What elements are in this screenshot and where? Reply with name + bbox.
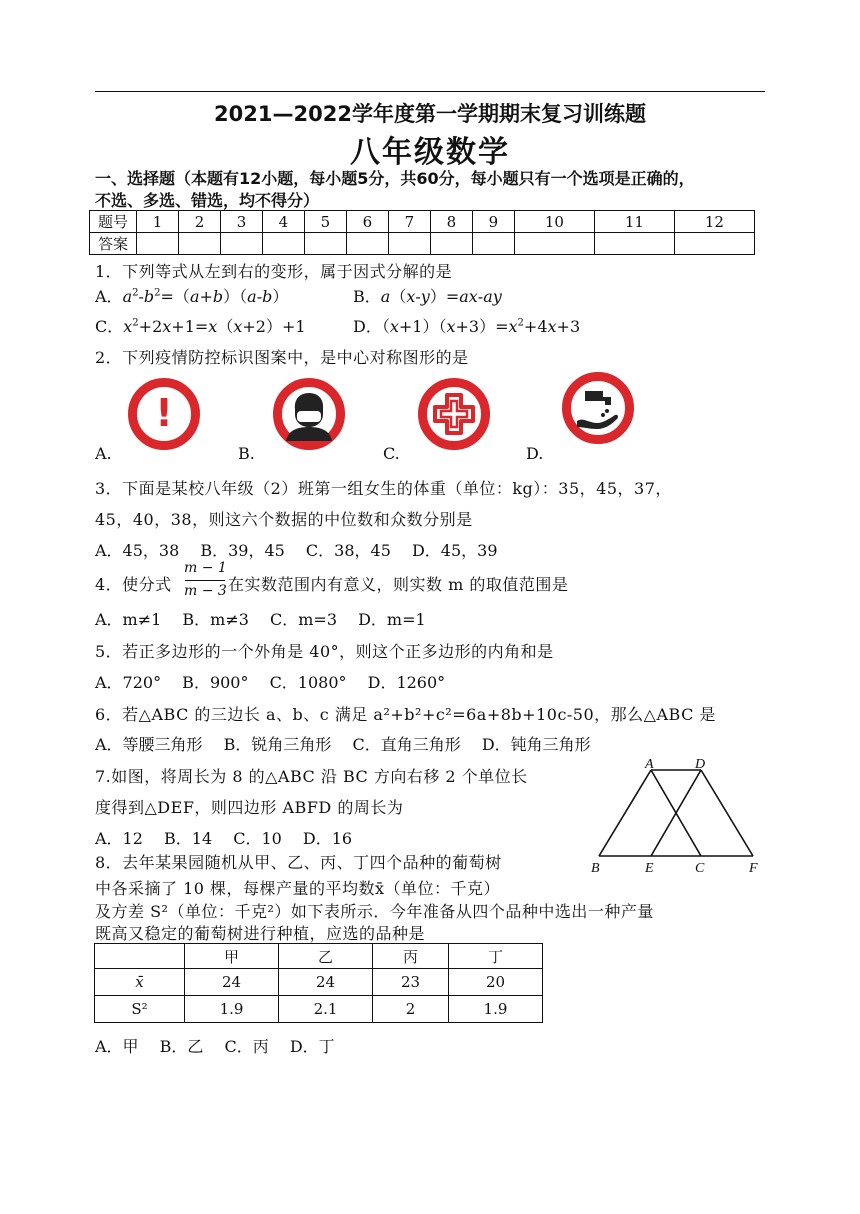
fraction-denominator: m − 3: [184, 583, 227, 599]
exam-title: 2021—2022学年度第一学期期末复习训练题: [214, 102, 646, 126]
question-8-options: A．甲 B．乙 C．丙 D．丁: [95, 1037, 335, 1056]
medical-cross-sign-icon: [418, 378, 490, 450]
answer-cell[interactable]: [430, 233, 472, 255]
question-1-option-b: B．a（x-y）=ax-ay: [353, 287, 502, 306]
question-1-option-d: D．$(x+1)(x+3)=x^2+4x+3$: [353, 317, 581, 336]
question-6-options: A．等腰三角形 B．锐角三角形 C．直角三角形 D．钝角三角形: [95, 735, 591, 754]
answer-cell[interactable]: [594, 233, 674, 255]
masked-person-sign-icon: [273, 378, 345, 450]
vertex-label-c: C: [695, 861, 705, 876]
question-2-stem: 2．下列疫情防控标识图案中，是中心对称图形的是: [95, 348, 469, 367]
table-cell: 乙: [279, 944, 373, 969]
table-cell: x̄: [95, 969, 185, 996]
question-3-line1: 3．下面是某校八年级（2）班第一组女生的体重（单位：kg）：35，45，37，: [95, 479, 672, 498]
answer-table-answer-row: [90, 233, 755, 255]
option-label: B．: [353, 287, 381, 306]
variance-table-mean-row: [95, 969, 543, 996]
answer-cell[interactable]: [178, 233, 220, 255]
variance-table: [94, 943, 543, 1023]
table-cell: 题号: [90, 211, 137, 233]
question-5-options: A．720° B．900° C．1080° D．1260°: [95, 673, 446, 692]
answer-table-number-row: [90, 211, 755, 233]
header-rule: [95, 91, 765, 92]
table-cell: 2.1: [279, 996, 373, 1023]
answer-cell[interactable]: [514, 233, 594, 255]
option-label: D．: [353, 317, 382, 336]
question-2-label-b: B.: [238, 444, 255, 463]
question-3-options: A．45，38 B．39，45 C．38，45 D．45，39: [95, 541, 498, 560]
question-2-label-a: A.: [95, 444, 112, 463]
question-4-options: A．m≠1 B．m≠3 C．m=3 D．m=1: [95, 610, 426, 629]
table-cell: 答案: [90, 233, 137, 255]
table-cell: 7: [388, 211, 430, 233]
answer-cell[interactable]: [220, 233, 262, 255]
section-heading-line2: 不选、多选、错选，均不得分）: [95, 191, 320, 210]
question-2-label-c: C.: [383, 444, 400, 463]
table-cell: 12: [674, 211, 754, 233]
answer-cell[interactable]: [388, 233, 430, 255]
table-cell: 9: [472, 211, 514, 233]
table-cell: 1.9: [448, 996, 542, 1023]
table-cell: 10: [514, 211, 594, 233]
question-7-options: A．12 B．14 C．10 D．16: [95, 829, 353, 848]
table-cell: 24: [279, 969, 373, 996]
table-cell: [95, 944, 185, 969]
table-cell: 3: [220, 211, 262, 233]
section-heading-line1: 一、选择题（本题有12小题，每小题5分，共60分，每小题只有一个选项是正确的，: [95, 169, 695, 188]
table-cell: 2: [373, 996, 449, 1023]
table-cell: 丁: [448, 944, 542, 969]
answer-cell[interactable]: [262, 233, 304, 255]
question-4-suffix: 在实数范围内有意义，则实数 m 的取值范围是: [228, 575, 569, 594]
translation-figure: [585, 758, 765, 878]
table-cell: 23: [373, 969, 449, 996]
option-label: C．: [95, 317, 124, 336]
table-cell: 6: [346, 211, 388, 233]
table-cell: 11: [594, 211, 674, 233]
question-1-stem: 1．下列等式从左到右的变形，属于因式分解的是: [95, 262, 453, 281]
vertex-label-a: A: [645, 758, 654, 772]
question-7-line1: 7.如图，将周长为 8 的△ABC 沿 BC 方向右移 2 个单位长: [95, 767, 528, 786]
answer-cell[interactable]: [346, 233, 388, 255]
exclamation-sign-icon: [128, 378, 200, 450]
answer-cell[interactable]: [304, 233, 346, 255]
question-5-stem: 5．若正多边形的一个外角是 40°，则这个正多边形的内角和是: [95, 642, 554, 661]
table-cell: 甲: [185, 944, 279, 969]
fraction-bar: [185, 580, 225, 581]
table-cell: 4: [262, 211, 304, 233]
subject-title: 八年级数学: [350, 135, 510, 170]
question-6-stem: 6．若△ABC 的三边长 a、b、c 满足 a²+b²+c²=6a+8b+10c-50，那么△ABC 是: [95, 705, 716, 724]
table-cell: 1: [137, 211, 179, 233]
table-cell: 5: [304, 211, 346, 233]
question-3-line2: 45，40，38，则这六个数据的中位数和众数分别是: [95, 510, 473, 529]
table-cell: 24: [185, 969, 279, 996]
table-cell: 1.9: [185, 996, 279, 1023]
vertex-label-d: D: [695, 758, 706, 772]
question-8-line1: 8．去年某果园随机从甲、乙、丙、丁四个品种的葡萄树: [95, 853, 502, 872]
question-4-prefix: 4．使分式: [95, 575, 172, 594]
question-1-option-c: C．$x^2+2x+1=x(x+2)+1$: [95, 317, 306, 336]
vertex-label-b: B: [591, 861, 600, 876]
question-2-label-d: D.: [526, 444, 544, 463]
exclamation-mark: !: [155, 391, 173, 435]
table-cell: S²: [95, 996, 185, 1023]
question-8-line2: 中各采摘了 10 棵，每棵产量的平均数x̄（单位：千克）: [95, 879, 501, 898]
answer-table: [89, 210, 755, 255]
question-8-line3: 及方差 S²（单位：千克²）如下表所示．今年准备从四个品种中选出一种产量: [95, 902, 654, 921]
answer-cell[interactable]: [472, 233, 514, 255]
variance-table-header-row: [95, 944, 543, 969]
answer-cell[interactable]: [674, 233, 754, 255]
hand-washing-sign-icon: [562, 372, 634, 444]
vertex-label-e: E: [645, 861, 654, 876]
question-1-option-a: A．$a^2-b^2=(a+b)(a-b)$: [95, 287, 289, 306]
variance-table-variance-row: [95, 996, 543, 1023]
table-cell: 20: [448, 969, 542, 996]
option-label: A．: [95, 287, 123, 306]
table-cell: 2: [178, 211, 220, 233]
table-cell: 丙: [373, 944, 449, 969]
vertex-label-f: F: [749, 861, 758, 876]
table-cell: 8: [430, 211, 472, 233]
question-8-line4: 既高又稳定的葡萄树进行种植，应选的品种是: [95, 924, 426, 943]
fraction-numerator: m − 1: [184, 560, 227, 576]
question-7-line2: 度得到△DEF，则四边形 ABFD 的周长为: [95, 798, 404, 817]
answer-cell[interactable]: [137, 233, 179, 255]
